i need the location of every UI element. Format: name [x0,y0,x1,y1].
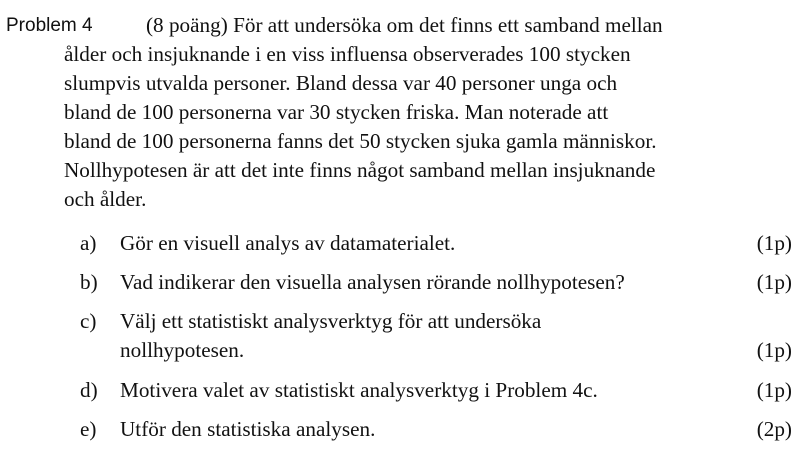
intro-line-1: (8 poäng) För att undersöka om det finns ett samband mellan [146,13,663,37]
subquestion-a [80,229,792,258]
subquestion-b [80,268,792,297]
problem-label: Problem 4 [6,15,93,36]
subquestion-marker: c) [80,309,97,333]
intro-line-2: ålder och insjuknande i en viss influensa observerades 100 stycken [64,42,631,66]
intro-line-4: bland de 100 personerna var 30 stycken friska. Man noterade att [64,100,609,124]
subquestion-marker: e) [80,417,97,441]
subquestion-marker: b) [80,270,98,294]
subquestion-text-line-2: nollhypotesen. [120,338,245,362]
subquestion-text: Gör en visuell analys av datamaterialet. [120,231,456,255]
intro-line-3: slumpvis utvalda personer. Bland dessa var 40 personer unga och [64,71,618,95]
points-label: (1p) [756,378,792,402]
problem-description [64,11,792,214]
subquestion-e [80,415,792,444]
points-label: (2p) [756,417,792,441]
subquestion-marker: d) [80,378,98,402]
points-label: (1p) [756,338,792,362]
subquestion-marker: a) [80,231,97,255]
subquestion-text-line-1: Välj ett statistiskt analysverktyg för att undersöka [120,309,542,333]
subquestion-d [80,376,792,405]
points-label: (1p) [756,270,792,294]
intro-line-5: bland de 100 personerna fanns det 50 stycken sjuka gamla människor. [64,129,657,153]
intro-line-6: Nollhypotesen är att det inte finns något samband mellan insjuknande [64,158,656,182]
subquestion-text: Motivera valet av statistiskt analysverktyg i Problem 4c. [120,378,598,402]
intro-line-7: och ålder. [64,187,147,211]
subquestion-c [80,307,792,365]
subquestion-text: Vad indikerar den visuella analysen rörande nollhypotesen? [120,270,625,294]
subquestion-list [80,229,792,454]
points-label: (1p) [756,231,792,255]
subquestion-text: Utför den statistiska analysen. [120,417,376,441]
